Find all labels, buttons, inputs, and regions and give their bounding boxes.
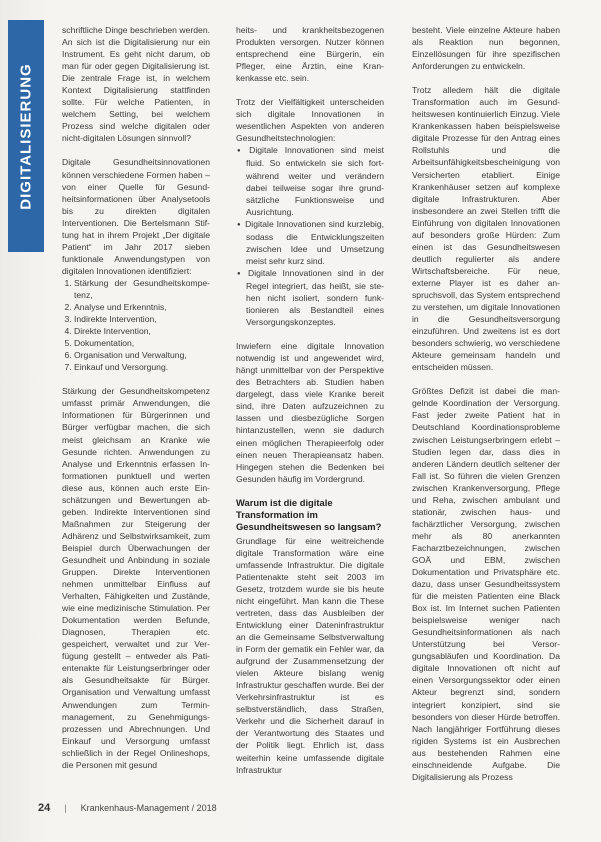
- text-column-2: [236, 24, 384, 788]
- application-types-list: [62, 277, 210, 373]
- bullet-item: ● Digitale Innovationen sind in der Regel integriert, das heißt, sie stehen nicht isoliert, sondern funktionieren als Bestandteil eines Versorgungskonzeptes.: [246, 267, 384, 328]
- text-column-1: [62, 24, 210, 783]
- paragraph: heits- und krankheitsbezogenen Produkten versorgen. Nutzer können entsprechend eine Bürgerin, ein Pfleger, eine Ärztin, eine Krankenkasse etc. sein.: [236, 25, 384, 84]
- paragraph: Trotz alledem hält die digitale Transformation auch im Gesundheitswesen kontinuierlich Einzug. Viele Krankenkassen haben beispielsweise digitale Prozesse für den Antrag eines Rollstuhls und die Arbeitsunfähigkeitsbescheinigung von Versicherten etabliert. Einige Krankenhäuser setzen auf komplexe digitale Infrastrukturen. Aber insbesondere an zwei Stellen trifft die Einführung von digitalen Innovationen auf besonders große Hürden: Zum einen ist das Gesundheitswesen deutlich regulierter als andere Wirtschaftsbereiche. Für neue, externe Player ist es daher anspruchsvoll, das System entsprechend zu verstehen, um digitale Innovationen in die Gesundheitsversorgung einzuführen. Und zweitens ist es dort besonders schwierig, wo verschiedene Akteure gemeinsam handeln und entscheiden müssen.: [412, 85, 560, 373]
- section-label: [8, 20, 44, 252]
- bullet-item: ● Digitale Innovationen sind meist fluid. So entwickeln sie sich fortwährend weiter und verändern dabei teilweise sogar ihre grundsätzliche Funktionsweise und Ausrichtung.: [246, 144, 384, 217]
- paragraph: Stärkung der Gesundheitskompetenz umfasst primär Anwendungen, die Informationen für Bürgerinnen und Bürger verfügbar machen, die sich meist gleichsam an Kranke wie Gesunde richten. Anwendungen zu Analyse und Erkenntnis erfassen Informationen punktuell und werten diese aus, können auch erste Einschätzungen und Bewertungen abgeben. Indirekte Interventionen sind Maßnahmen zur Steigerung der Adhärenz und Selbstwirksamkeit, zum Beispiel durch Überwachungen der Gesundheit und Anbindung in soziale Gruppen. Direkte Interventionen nehmen unmittelbar Einfluss auf Verhalten, Fähigkeiten und Zustände, wie eine medizinische Stimulation. Per Dokumentation werden Befunde, Diagnosen, Therapien etc. gespeichert, verwaltet und zur Verfügung gestellt – entweder als Patientenakte für Leistungserbringer oder als Gesundheitsakte für Bürger. Organisation und Verwaltung umfasst Anwendungen zum Terminmanagement, zu Genehmigungsprozessen und Abrechnungen. Und Einkauf und Versorgung umfasst schließlich in der Regel Onlineshops, die Personen mit gesund: [62, 386, 210, 770]
- text-column-3: [412, 24, 560, 795]
- paragraph: schriftliche Dinge beschrieben werden. An sich ist die Digitalisierung nur ein Instrument. Es geht nicht darum, ob man für oder gegen Digitalisierung ist. Die zentrale Frage ist, in welchem Kontext Digitalisierung stattfinden sollte. Für welche Patienten, in welchem Setting, bei welchem Prozess sind welche digitalen oder nicht-digitalen Lösungen sinnvoll?: [62, 25, 210, 144]
- paragraph: besteht. Viele einzelne Akteure haben als Reaktion nun begonnen, Einzellösungen für ihre spezifischen Anforderungen zu entwickeln.: [412, 25, 560, 72]
- innovation-traits-list: [236, 144, 384, 328]
- list-item: 1. Stärkung der Gesundheitskompetenz,: [74, 277, 210, 301]
- list-item: 6. Organisation und Verwaltung,: [74, 349, 210, 361]
- paragraph: Größtes Defizit ist dabei die mangelnde Koordination der Versorgung. Fast jeder zweite Patient hat in Deutschland Koordinationsprobleme zwischen Leistungserbringern erlebt – Studien legen dar, dass dies in anderen Ländern deutlich seltener der Fall ist. So führen die vielen Grenzen zwischen Krankenversorgung, Pflege und Reha, zwischen ambulant und stationär, zwischen haus- und fachärztlicher Versorgung, zwischen mehr als 80 anerkannten Facharztbezeichnungen, zwischen GOÄ und EBM, zwischen Dokumentation und Privatsphäre etc. dazu, dass unser Gesundheitssystem für die meisten Patienten eine Black Box ist. Im Internet suchen Patienten beispielsweise weniger nach Gesundheitsinformationen als nach Unterstützung bei Versorgungsabläufen und Koordination. Da digitale Innovationen oft nicht auf einen Versorgungssektor oder einen Akteur begrenzt sind, sondern integriert konzipiert, sind sie besonders von dieser Hürde betroffen. Nach langjähriger Fortführung dieses rigiden Systems ist ein Ausbrechen aus bestehenden Rahmen eine einschneidende Aufgabe. Die Digitalisierung als Prozess: [412, 386, 560, 782]
- list-item: 4. Direkte Intervention,: [74, 325, 210, 337]
- list-item: 7. Einkauf und Versorgung.: [74, 361, 210, 373]
- page-number: 24: [38, 802, 51, 814]
- paragraph: Digitale Gesundheitsinnovationen können verschiedene Formen haben – von einer Quelle für Gesundheitsinformationen über Analysetools bis zu direkten digitalen Interventionen. Die Bertelsmann Stiftung hat in ihrem Projekt „Der digitale Patient“ im Jahr 2017 sieben funktionale Anwendungstypen von digitalen Innovationen identifiziert:: [62, 157, 210, 276]
- section-heading: Warum ist die digitale Transformation im Gesundheitswesen so langsam?: [236, 496, 382, 532]
- bullet-item: ● Digitale Innovationen sind kurzlebig, sodass die Entwicklungszeiten zwischen Idee und Umsetzung meist sehr kurz sind.: [246, 218, 384, 267]
- publication-name: Krankenhaus-Management / 2018: [80, 803, 217, 813]
- list-item: 5. Dokumentation,: [74, 337, 210, 349]
- footer-separator: |: [64, 803, 67, 813]
- page-footer: [38, 802, 217, 814]
- list-item: 3. Indirekte Intervention,: [74, 313, 210, 325]
- paragraph: Trotz der Vielfältigkeit unterscheiden sich digitale Innovationen in wesentlichen Aspekten von anderen Gesundheitstechnologien:: [236, 97, 384, 144]
- paragraph: Grundlage für eine weitreichende digitale Transformation wäre eine umfassende Infrastruktur. Die digitale Patientenakte steht seit 2003 im Gesetz, trotzdem wurde sie bis heute nicht eingeführt. Man kann die These vertreten, dass das Ausbleiben der Entwicklung einer Dateninfrastruktur an die Gemeinsame Selbstverwaltung in Form der gematik ein Fehler war, da aufgrund der Zusammensetzung der vielen Akteure bislang wenig Infrastruktur geschaffen wurde. Bei der Verkehrsinfrastruktur ist es selbstverständlich, dass Straßen, Verkehr und die Sicherheit darauf in der Verantwortung des Staates und der Politik liegt. Ehrlich ist, dass weiterhin keine umfassende digitale Infrastruktur: [236, 535, 384, 775]
- section-label-text: DIGITALISIERUNG: [17, 62, 35, 210]
- paragraph: Inwiefern eine digitale Innovation notwendig ist und angewendet wird, hängt unmittelbar von der Perspektive des Betrachters ab. Studien haben dargelegt, dass viele Kranke bereit sind, ihre Daten aufzuzeichnen zu lassen und diesbezügliche Sorgen hintanzustellen, wenn sie dadurch einen möglichen Therapieerfolg oder einen neuen Therapieansatz haben. Hingegen stehen die Bedenken bei Gesunden häufig im Vordergrund.: [236, 341, 384, 484]
- list-item: 2. Analyse und Erkenntnis,: [74, 301, 210, 313]
